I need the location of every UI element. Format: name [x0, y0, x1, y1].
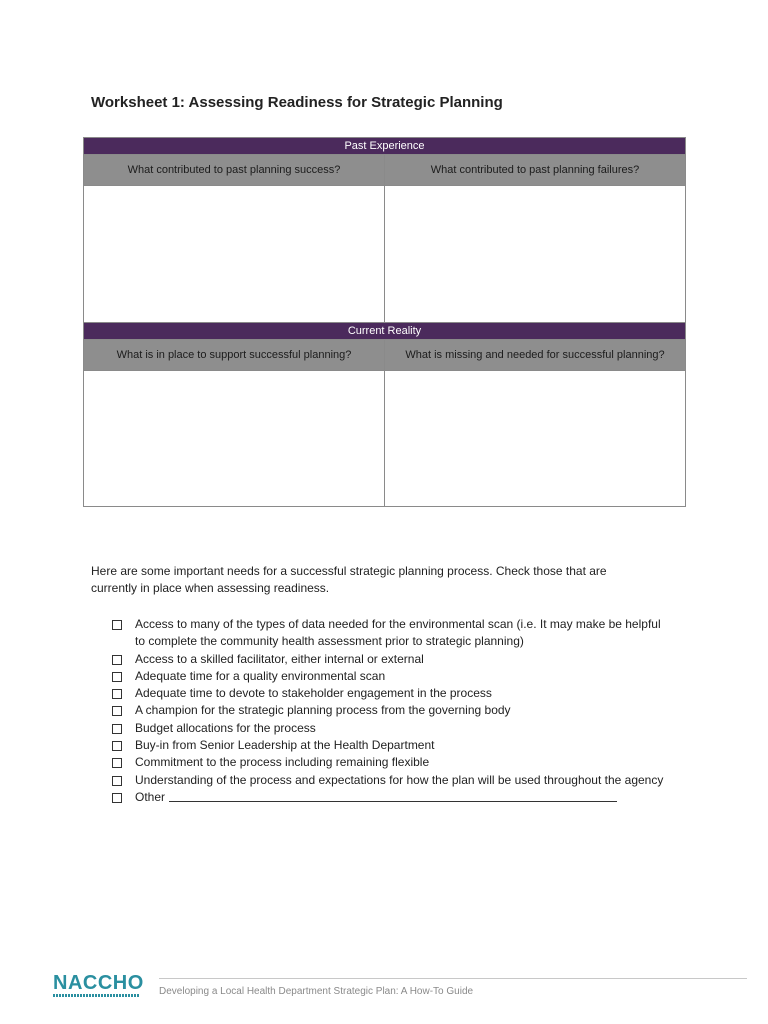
- checklist-item-label: Access to a skilled facilitator, either internal or external: [135, 651, 424, 666]
- checklist-item: [112, 685, 672, 702]
- checkbox[interactable]: [112, 689, 122, 699]
- question-past-success: What contributed to past planning success?: [84, 155, 385, 186]
- checklist-item-label: A champion for the strategic planning process from the governing body: [135, 703, 511, 718]
- checklist-item-label: Adequate time for a quality environmental scan: [135, 668, 386, 683]
- checkbox[interactable]: [112, 776, 122, 786]
- intro-paragraph: Here are some important needs for a successful strategic planning process. Check those that are currently in place when assessing readiness.: [91, 564, 607, 595]
- checklist-item-label: Buy-in from Senior Leadership at the Health Department: [135, 738, 435, 753]
- checklist-item-label: Budget allocations for the process: [135, 720, 316, 735]
- checklist-item: [112, 772, 672, 789]
- question-past-failures: What contributed to past planning failures?: [385, 155, 686, 186]
- checklist-item-label: Commitment to the process including remaining flexible: [135, 755, 430, 770]
- checkbox[interactable]: [112, 793, 122, 803]
- section-header-row: [84, 138, 686, 155]
- checkbox[interactable]: [112, 620, 122, 630]
- answer-cell-missing[interactable]: [385, 371, 686, 507]
- answer-cell-in-place[interactable]: [84, 371, 385, 507]
- other-write-in-line[interactable]: [169, 789, 617, 802]
- readiness-checklist: [112, 616, 672, 806]
- checklist-item: [112, 651, 672, 668]
- checklist-item: [112, 668, 672, 685]
- section-heading-past-experience: Past Experience: [84, 138, 686, 155]
- section-heading-current-reality: Current Reality: [84, 323, 686, 340]
- checklist-item-label: Adequate time to devote to stakeholder engagement in the process: [135, 686, 492, 701]
- logo-tagline-strip: [53, 994, 139, 997]
- checklist-item: [112, 754, 672, 771]
- checklist-item-other: [112, 789, 672, 806]
- footer-guide-title: Developing a Local Health Department Strategic Plan: A How-To Guide: [159, 986, 474, 997]
- question-row: [84, 155, 686, 186]
- checklist-item: [112, 616, 672, 651]
- checklist-item: [112, 720, 672, 737]
- checkbox[interactable]: [112, 741, 122, 751]
- readiness-table: [83, 137, 686, 507]
- question-missing: What is missing and needed for successful planning?: [385, 340, 686, 371]
- checklist-item-label: Understanding of the process and expectations for how the plan will be used throughout the agency: [135, 772, 664, 787]
- worksheet-title: Worksheet 1: Assessing Readiness for Strategic Planning: [91, 94, 503, 111]
- checklist-item-label: Access to many of the types of data needed for the environmental scan (i.e. It may make be helpful to complete the community health assessment prior to strategic planning): [135, 617, 661, 649]
- checklist-item-label: Other: [135, 789, 166, 804]
- checkbox[interactable]: [112, 758, 122, 768]
- checklist-item: [112, 737, 672, 754]
- question-in-place: What is in place to support successful planning?: [84, 340, 385, 371]
- section-header-row: [84, 323, 686, 340]
- checkbox[interactable]: [112, 724, 122, 734]
- checkbox[interactable]: [112, 706, 122, 716]
- footer-divider: [159, 978, 747, 979]
- answer-row: [84, 186, 686, 323]
- answer-cell-past-success[interactable]: [84, 186, 385, 323]
- answer-row: [84, 371, 686, 507]
- question-row: [84, 340, 686, 371]
- checkbox[interactable]: [112, 655, 122, 665]
- naccho-logo: NACCHO: [53, 972, 144, 994]
- answer-cell-past-failures[interactable]: [385, 186, 686, 323]
- checkbox[interactable]: [112, 672, 122, 682]
- checklist-item: [112, 702, 672, 719]
